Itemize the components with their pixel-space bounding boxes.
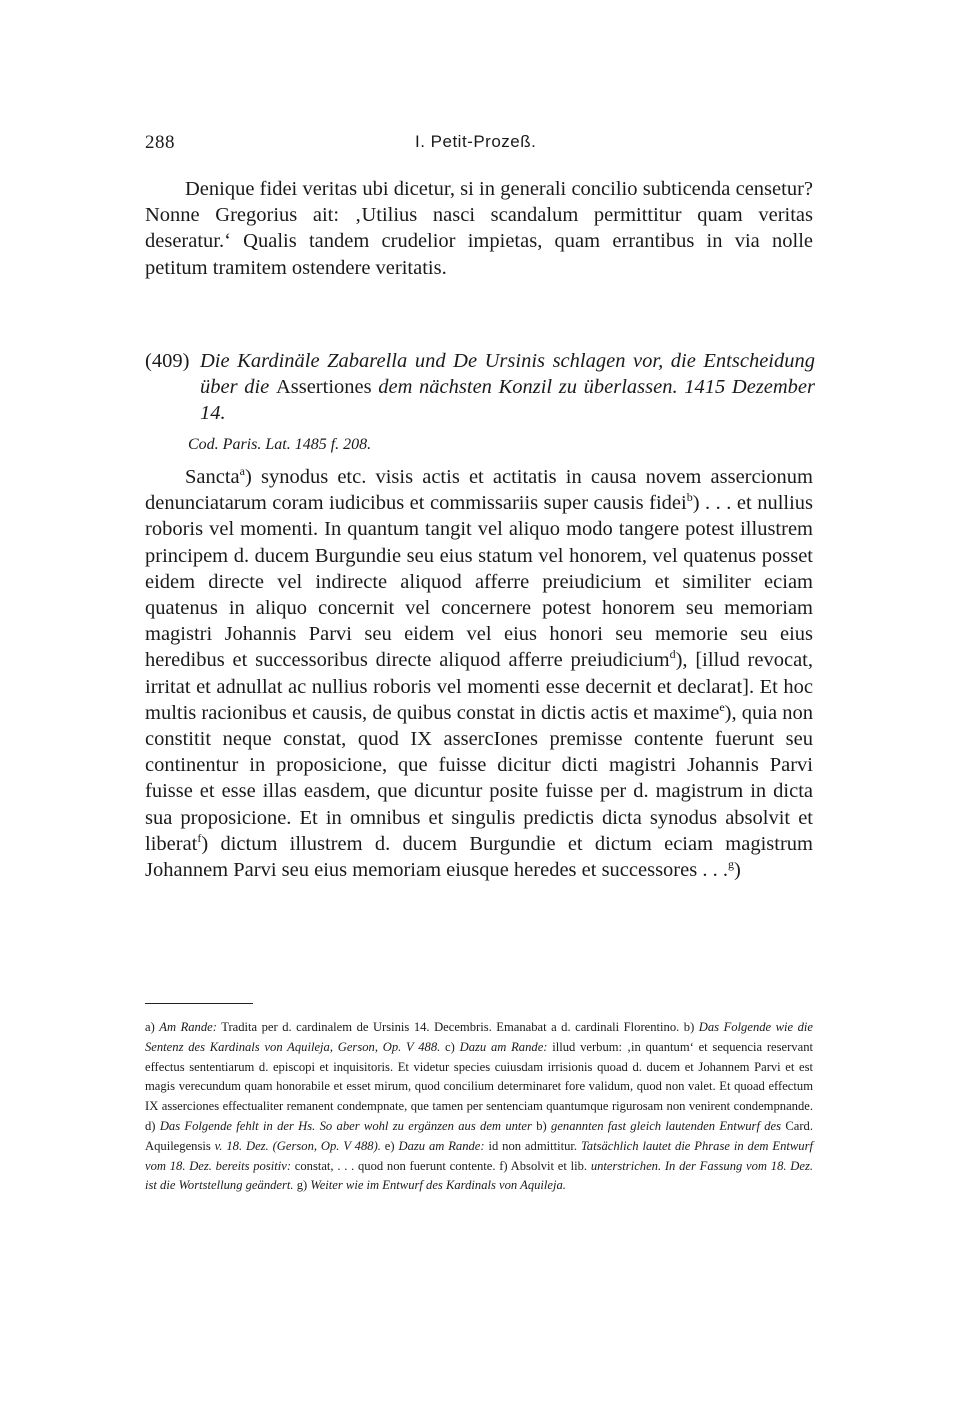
footnote-marker-b: b bbox=[686, 490, 693, 505]
footnotes bbox=[145, 1018, 813, 1196]
footnote-marker-f: f bbox=[197, 831, 202, 846]
footnote-text: genannten fast gleich lautenden Entwurf des bbox=[551, 1118, 782, 1133]
entry-title-roman: Assertiones bbox=[275, 376, 372, 398]
footnote-text: illud verbum: ‚in quantum‘ et sequencia reservant effectus sententiarum d. episcopi et inquisitoris. Et videtur species cuiusdam irrisionis quoad d. ducem et Johannem Parvi et est magis verecundum quam honorabile et esset mirum, quod concilium determinaret fore validum, quod non valet. Et quoad effectum IX asserciones effectualiter remanent condempnate, que tamen per sentenciam quantumque rigurosam non venirent condempnande. d) bbox=[145, 1039, 813, 1133]
page-number: 288 bbox=[145, 132, 175, 153]
entry-title-part2: dem nächsten Konzil zu überlassen. 1415 Dezember 14. bbox=[200, 376, 816, 424]
footnote-text: id non admittitur. bbox=[484, 1138, 581, 1153]
main-text-segment: ), [illud revocat, irritat et adnullat ac nullius roboris vel momenti esse decernit et declarat]. Et hoc multis racionibus et causis, de quibus constat in dictis actis et maxime bbox=[145, 649, 813, 724]
footnote-text: Tatsächlich lautet die Phrase in dem Entwurf vom 18. Dez. bereits positiv: bbox=[145, 1138, 813, 1173]
footnote-text: Weiter wie im Entwurf des Kardinals von Aquileja. bbox=[310, 1178, 566, 1193]
main-text-segment: Sancta bbox=[185, 466, 240, 488]
footnote-marker-a: a bbox=[239, 464, 245, 479]
entry-title bbox=[200, 348, 815, 426]
footnote-text: a) bbox=[145, 1020, 160, 1034]
footnote-text: Dazu am Rande: bbox=[398, 1138, 485, 1153]
main-text-segment: ) . . . et nullius roboris vel momenti. In quantum tangit vel aliquo modo tangere potest illustrem principem d. ducem Burgundie seu eius statum vel honorem, vel quatenus posset eidem directe vel indirecte aliquod afferre preiudicium et similiter eciam quatenus in aliquo concernit vel concernere potest honorem seu memoriam magistri Johannis Parvi seu eidem vel eius honori seu memorie seu eius heredibus et successoribus directe aliquod afferre preiudicium bbox=[145, 492, 814, 672]
footnote-text: v. 18. Dez. (Gerson, Op. V 488). bbox=[214, 1138, 381, 1153]
entry-source: Cod. Paris. Lat. 1485 f. 208. bbox=[188, 436, 372, 453]
footnote-text: Card. Aquilegensis bbox=[145, 1118, 813, 1153]
entry-heading bbox=[145, 348, 815, 458]
footnote-marker-g: g bbox=[727, 857, 734, 872]
opening-paragraph: Denique fidei veritas ubi dicetur, si in generali concilio subticenda censetur? Nonne Gregorius ait: ‚Utilius nasci scandalum permittitur quam veritas deseratur.‘ Qualis tandem crudelior impietas, quam errantibus in via nolle petitum tramitem ostendere veritatis. bbox=[145, 178, 813, 279]
running-head bbox=[145, 132, 815, 162]
main-text-segment: ) synodus etc. visis actis et actitatis in causa novem assercionum denunciatarum coram iudicibus et commissariis super causis fidei bbox=[145, 466, 813, 515]
footnote-text: e) bbox=[380, 1138, 399, 1153]
footnote-text: c) bbox=[440, 1039, 460, 1054]
running-title: I. Petit-Prozeß. bbox=[415, 132, 537, 151]
footnote-text: Das Folgende wie die Sentenz des Kardinals von Aquileja, Gerson, Op. V 488. bbox=[145, 1020, 813, 1054]
footnote-text: Tradita per d. cardinalem de Ursinis 14. Decembris. Emanabat a d. cardinali Florentino. b) bbox=[216, 1020, 699, 1034]
footnote-text: g) bbox=[293, 1178, 311, 1193]
entry-title-part1: Die Kardinäle Zabarella und De Ursinis schlagen vor, die Entscheidung über die bbox=[200, 350, 815, 398]
footnote-text: Am Rande: bbox=[159, 1020, 217, 1034]
main-text-segment: ) dictum illustrem d. ducem Burgundie et dictum eciam magistrum Johannem Parvi seu eius memoriam eiusque heredes et successores . . . bbox=[145, 832, 813, 882]
footnote-text: unterstrichen. In der Fassung vom 18. Dez. ist die Wortstellung geändert. bbox=[145, 1158, 813, 1193]
footnote-text: b) bbox=[531, 1118, 552, 1133]
main-text-segment: ), quia non constitit neque constat, quod IX assercIones premisse contente fuerunt seu continentur in proposicione, que fuisse dicitur dicti magistri Johannis Parvi fuisse et esse illas easdem, que dicuntur posite fuisse per d. magistrum in dicta sua proposicione. Et in omnibus et singulis predictis dicta synodus absolvit et liberat bbox=[145, 701, 813, 855]
footnote-text: constat, . . . quod non fuerunt contente. f) Absolvit et lib. bbox=[291, 1158, 591, 1173]
footnote-rule bbox=[145, 1003, 253, 1004]
footnote-marker-e: e bbox=[719, 700, 725, 714]
footnote-text: Das Folgende fehlt in der Hs. So aber wohl zu ergänzen aus dem unter bbox=[159, 1118, 532, 1133]
main-text bbox=[145, 464, 813, 883]
footnote-marker-d: d bbox=[669, 647, 676, 662]
footnote-text: Dazu am Rande: bbox=[459, 1039, 548, 1054]
entry-number: (409) bbox=[145, 350, 190, 372]
main-text-segment: ) bbox=[733, 859, 741, 882]
